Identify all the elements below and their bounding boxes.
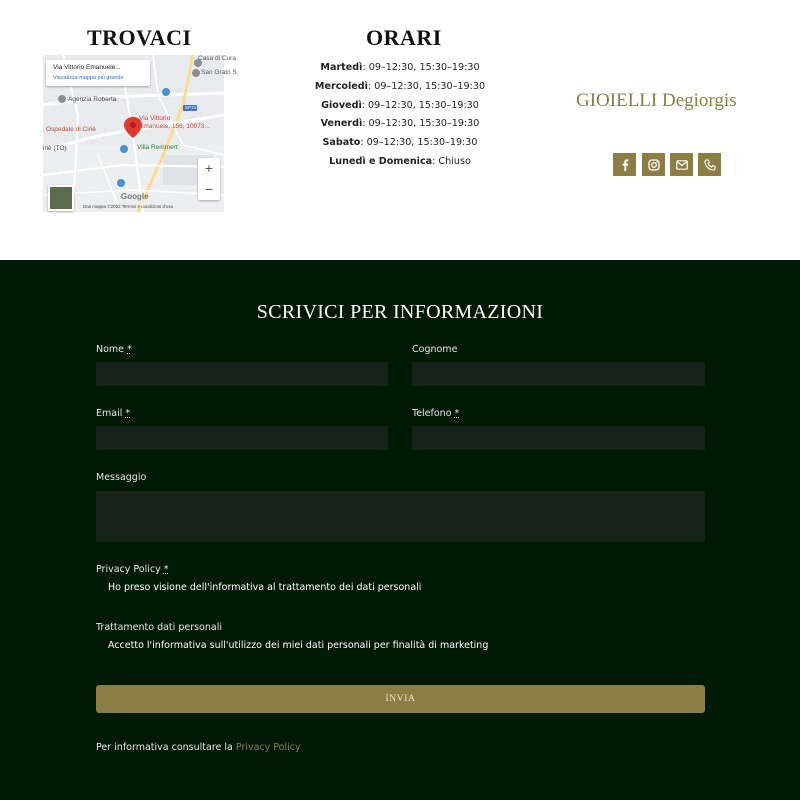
map-label-cirie: iriè (TO) bbox=[43, 145, 67, 152]
map-label-pin-2: Emanuele, 156, 10073... bbox=[139, 123, 210, 130]
zoom-in-button[interactable]: + bbox=[204, 160, 214, 176]
privacy-checkbox-row bbox=[96, 582, 421, 593]
marketing-checkbox[interactable] bbox=[96, 642, 104, 650]
marketing-label: Trattamento dati personali bbox=[96, 622, 222, 633]
cognome-label: Cognome bbox=[412, 344, 458, 355]
zoom-out-button[interactable]: − bbox=[204, 181, 214, 197]
map-zoom-control bbox=[198, 158, 220, 200]
map-label-pin-1: Via Vittorio bbox=[139, 115, 171, 122]
map-label-ospedale: Ospedale di Ciriè bbox=[46, 126, 96, 133]
map-label-casa: Casa di Cura bbox=[198, 55, 236, 62]
map-label-road: SP13 bbox=[185, 105, 197, 110]
brand-name: GIOIELLI Degiorgis bbox=[576, 90, 737, 111]
privacy-policy-link[interactable]: Privacy Policy bbox=[235, 742, 301, 753]
map-address: Via Vittorio Emanuele... bbox=[53, 64, 121, 71]
messaggio-textarea[interactable] bbox=[96, 491, 705, 542]
map-label-villa: Villa Remmert bbox=[137, 144, 178, 151]
hours-row: Sabato: 09–12:30, 15:30–19:30 bbox=[322, 137, 478, 149]
top-section bbox=[0, 0, 800, 260]
telefono-label: Telefono * bbox=[412, 408, 460, 419]
privacy-footer: Per informativa consultare la Privacy Policy bbox=[96, 742, 301, 753]
hours-row: Venerdì: 09–12:30, 15:30–19:30 bbox=[320, 118, 480, 130]
contact-form-section bbox=[0, 260, 800, 800]
nome-input[interactable] bbox=[96, 362, 388, 386]
invia-button[interactable]: INVIA bbox=[96, 685, 705, 713]
hours-row: Mercoledì: 09–12:30, 15:30–19:30 bbox=[314, 80, 486, 92]
google-logo: Google bbox=[121, 192, 149, 201]
map-label-grato: San Grato S bbox=[201, 69, 237, 76]
instagram-icon[interactable] bbox=[642, 153, 665, 176]
hours-row: Giovedì: 09–12:30, 15:30–19:30 bbox=[321, 99, 479, 111]
email-input[interactable] bbox=[96, 426, 388, 450]
marketing-checkbox-label: Accetto l'informativa sull'utilizzo dei miei dati personali per finalità di marketing bbox=[108, 640, 489, 651]
privacy-label: Privacy Policy * bbox=[96, 564, 169, 575]
orari-heading: ORARI bbox=[366, 25, 442, 50]
privacy-checkbox[interactable] bbox=[96, 584, 104, 592]
map-footer: Dati mappa ©2022 Termini e condizioni d'uso bbox=[83, 204, 174, 209]
email-label: Email * bbox=[96, 408, 131, 419]
facebook-icon[interactable] bbox=[613, 153, 636, 176]
map-address-card bbox=[46, 60, 150, 86]
privacy-checkbox-label: Ho preso visione dell'informativa al trattamento dei dati personali bbox=[108, 582, 422, 593]
hours-row: Lunedì e Domenica: Chiuso bbox=[329, 155, 471, 167]
embedded-map[interactable] bbox=[43, 55, 237, 212]
map-larger-link[interactable]: Visualizza mappa più grande bbox=[53, 75, 124, 81]
nome-label: Nome * bbox=[96, 344, 132, 355]
satellite-toggle[interactable] bbox=[48, 185, 74, 211]
cognome-input[interactable] bbox=[412, 362, 705, 386]
form-title: SCRIVICI PER INFORMAZIONI bbox=[256, 301, 544, 323]
messaggio-label: Messaggio bbox=[96, 472, 147, 483]
hours-row: Martedì: 09–12:30, 15:30–19:30 bbox=[320, 62, 480, 73]
opening-hours bbox=[300, 59, 500, 172]
marketing-checkbox-row bbox=[96, 640, 488, 651]
trovaci-heading: TROVACI bbox=[87, 25, 192, 50]
map-label-agenzia: Agenzia Roberta bbox=[68, 96, 117, 103]
mail-icon[interactable] bbox=[670, 153, 693, 176]
phone-icon[interactable] bbox=[698, 153, 721, 176]
telefono-input[interactable] bbox=[412, 426, 705, 450]
